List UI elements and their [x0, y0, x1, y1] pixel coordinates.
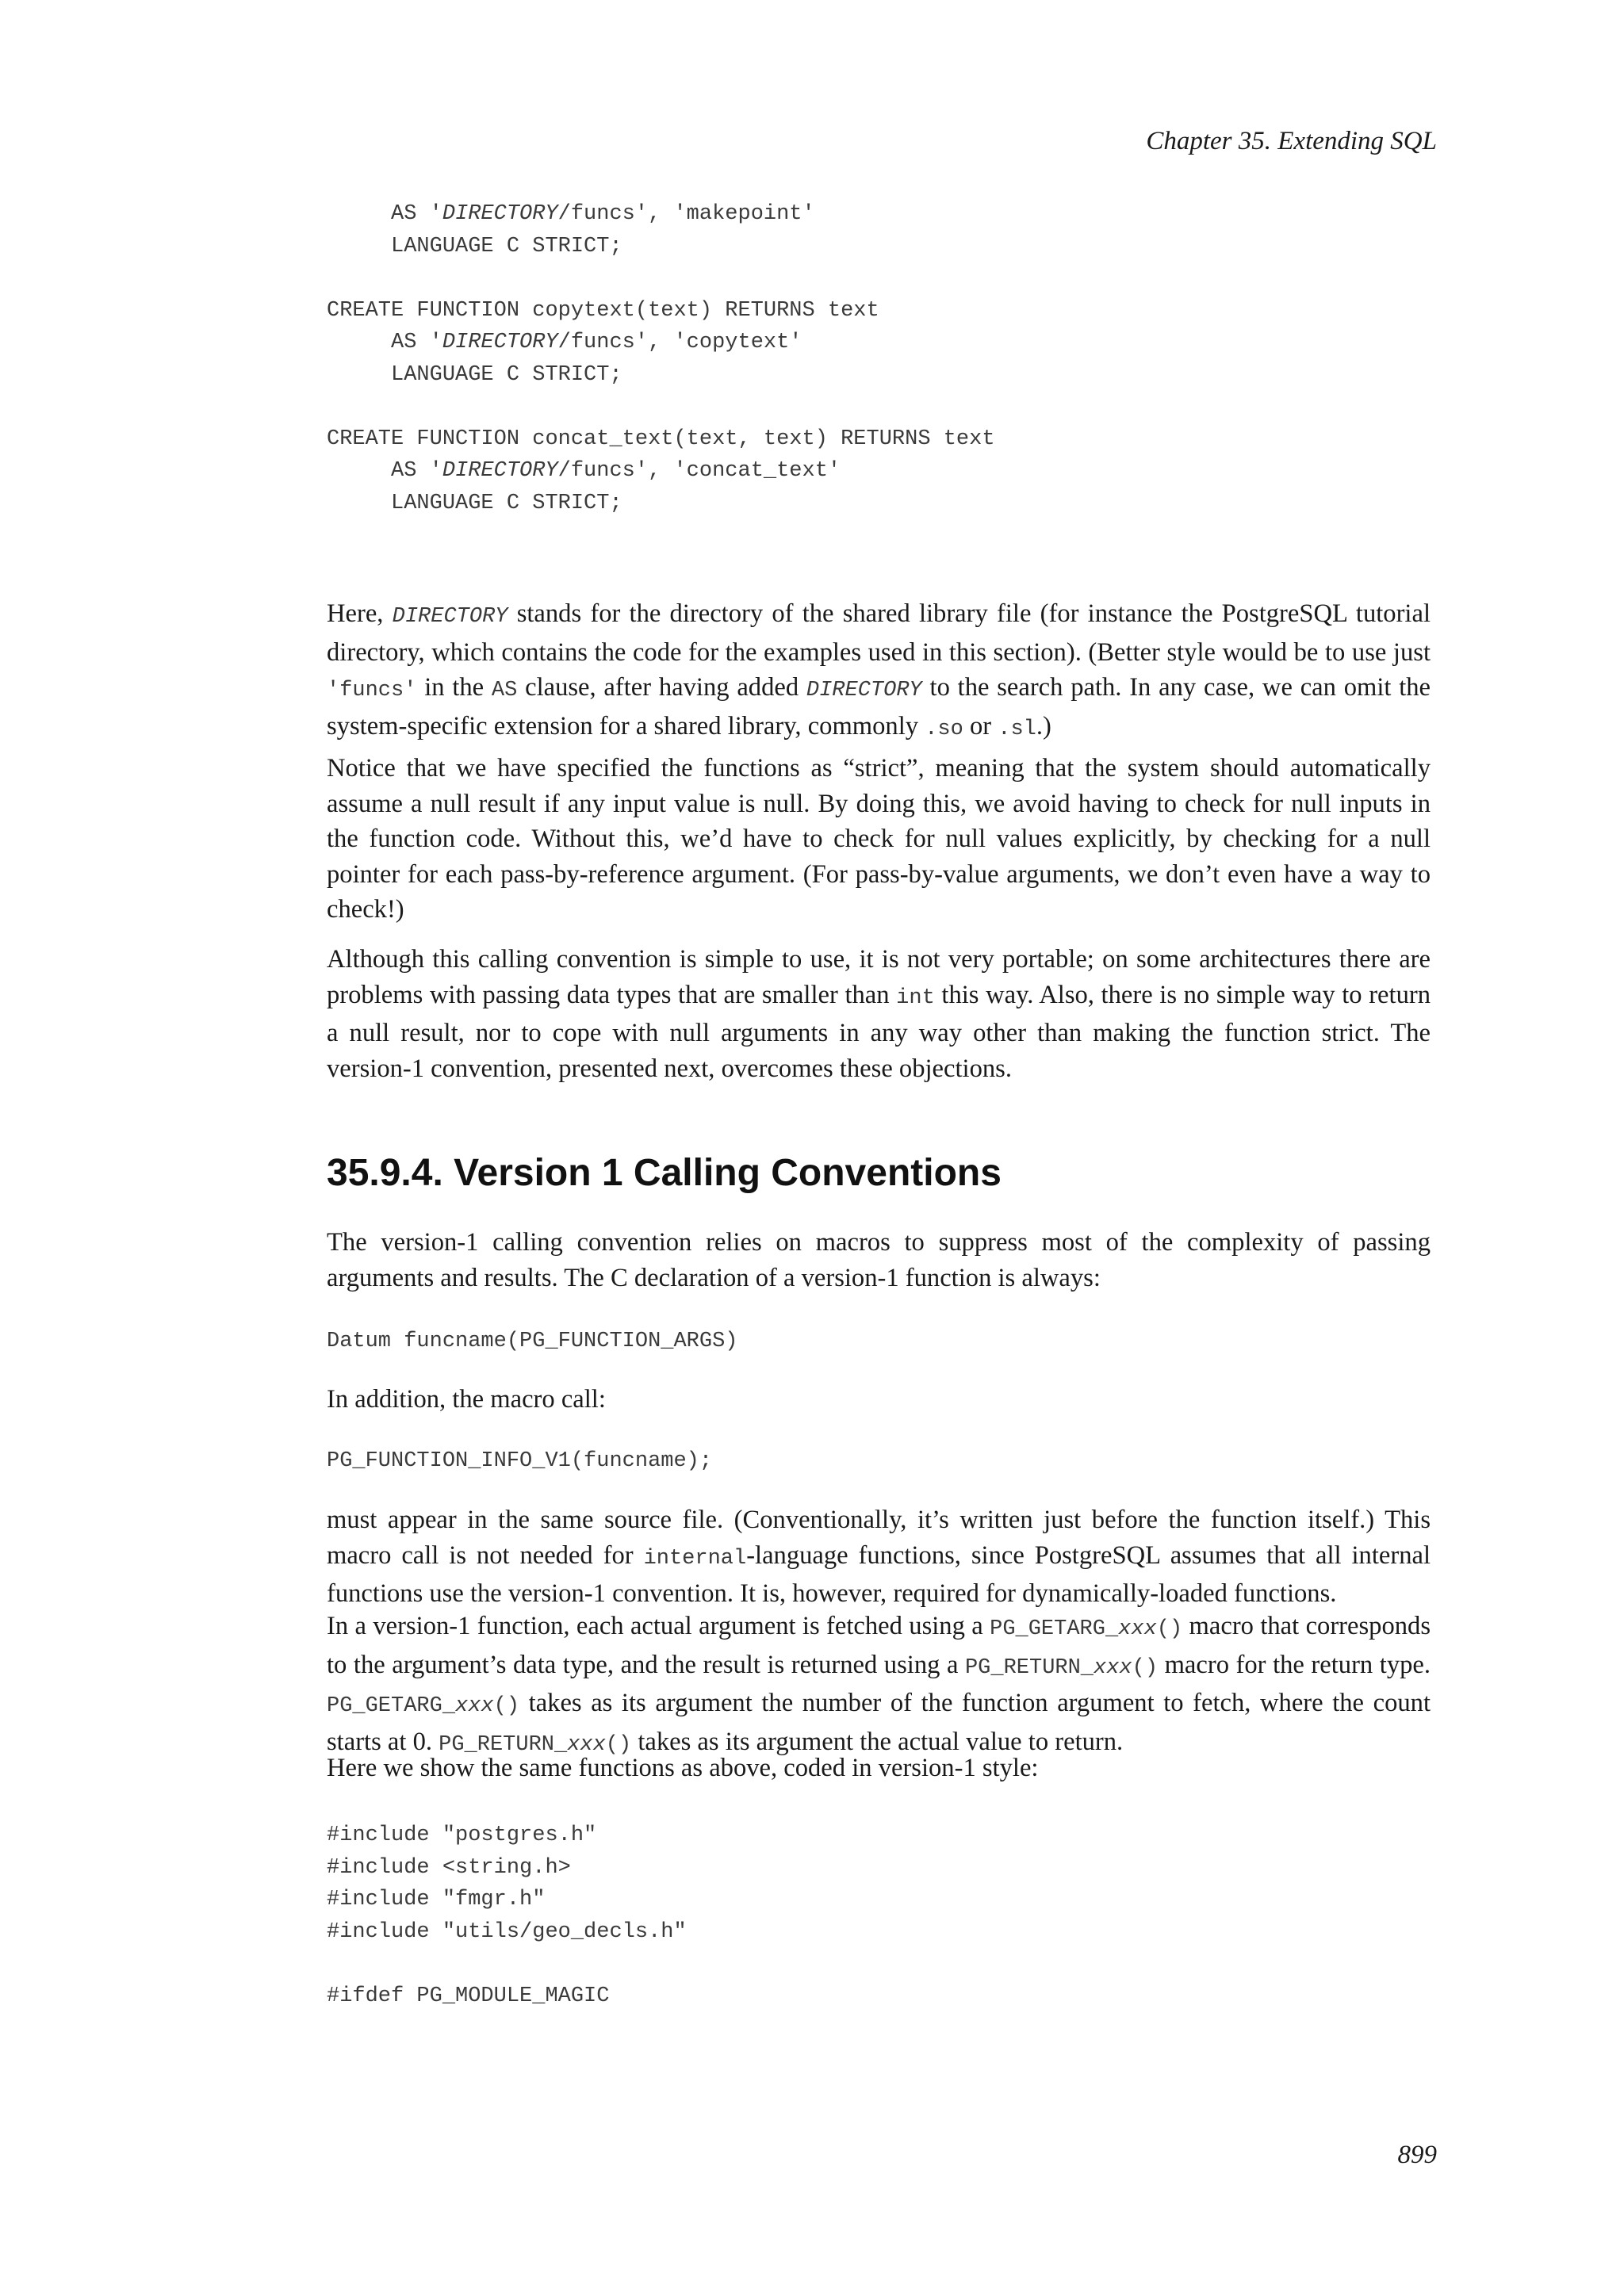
code-line: AS 'DIRECTORY/funcs', 'makepoint' [327, 202, 815, 226]
code-line: CREATE FUNCTION concat_text(text, text) RETURNS text [327, 427, 995, 451]
code-line: #include "fmgr.h" [327, 1888, 546, 1911]
code-line: #include "utils/geo_decls.h" [327, 1919, 687, 1944]
code-line: LANGUAGE C STRICT; [327, 234, 622, 258]
code-line: AS 'DIRECTORY/funcs', 'copytext' [327, 331, 802, 354]
code-function-info-macro: PG_FUNCTION_INFO_V1(funcname); [327, 1449, 713, 1473]
page-number: 899 [1397, 2141, 1437, 2169]
code-line: LANGUAGE C STRICT; [327, 362, 622, 387]
running-header: Chapter 35. Extending SQL [1146, 127, 1437, 155]
section-heading: 35.9.4. Version 1 Calling Conventions [327, 1152, 1002, 1194]
paragraph-version1-intro: The version-1 calling convention relies on macros to suppress most of the complexity of passing arguments and results. The C declaration of a version-1 function is always: [327, 1228, 1431, 1292]
code-block-includes [327, 1820, 687, 2012]
paragraph-portability: Although this calling convention is simple to use, it is not very portable; on some architectures there are problems with passing data types that are smaller than int this way. Also, there is no simple way to return a null result, nor to cope with null arguments in any way other than making the function strict. The version-1 convention, presented next, overcomes these objections. [327, 945, 1431, 1083]
paragraph-strict-functions: Notice that we have specified the functions as “strict”, meaning that the system should automatically assume a null result if any input value is null. By doing this, we avoid having to check for null inputs in the function code. Without this, we’d have to check for null values explicitly, by checking for a null pointer for each pass-by-reference argument. (For pass-by-value arguments, we don’t even have a way to check!) [327, 754, 1431, 924]
code-line: #include <string.h> [327, 1855, 571, 1880]
paragraph-directory-explanation: Here, DIRECTORY stands for the directory of the shared library file (for instance the PostgreSQL tutorial directory, which contains the code for the examples used in this section). (Better style would be to use just 'funcs' in the AS clause, after having added DIRECTORY to the search path. In any case, we can omit the system-specific extension for a shared library, commonly .so or .sl.) [327, 599, 1431, 741]
paragraph-macro-call: In addition, the macro call: [327, 1385, 606, 1414]
paragraph-getarg-return: In a version-1 function, each actual argument is fetched using a PG_GETARG_xxx() macro that corresponds to the argument’s data type, and the result is returned using a PG_RETURN_xxx() macro for the return type. PG_GETARG_xxx() takes as its argument the number of the function argument to fetch, where the count starts at 0. PG_RETURN_xxx() takes as its argument the actual value to return. [327, 1612, 1431, 1757]
code-line: #include "postgres.h" [327, 1823, 597, 1847]
paragraph-version1-example-intro: Here we show the same functions as above, coded in version-1 style: [327, 1754, 1039, 1782]
paragraph-macro-placement: must appear in the same source file. (Conventionally, it’s written just before the function itself.) This macro call is not needed for internal-language functions, since PostgreSQL assumes that all internal functions use the version-1 convention. It is, however, required for dynamically-loaded functions. [327, 1506, 1431, 1608]
code-line: AS 'DIRECTORY/funcs', 'concat_text' [327, 459, 841, 483]
code-line: #ifdef PG_MODULE_MAGIC [327, 1984, 610, 2008]
code-line: CREATE FUNCTION copytext(text) RETURNS text [327, 298, 879, 323]
code-line: LANGUAGE C STRICT; [327, 491, 622, 515]
code-block-create-functions [327, 198, 995, 519]
code-datum-declaration: Datum funcname(PG_FUNCTION_ARGS) [327, 1330, 738, 1353]
